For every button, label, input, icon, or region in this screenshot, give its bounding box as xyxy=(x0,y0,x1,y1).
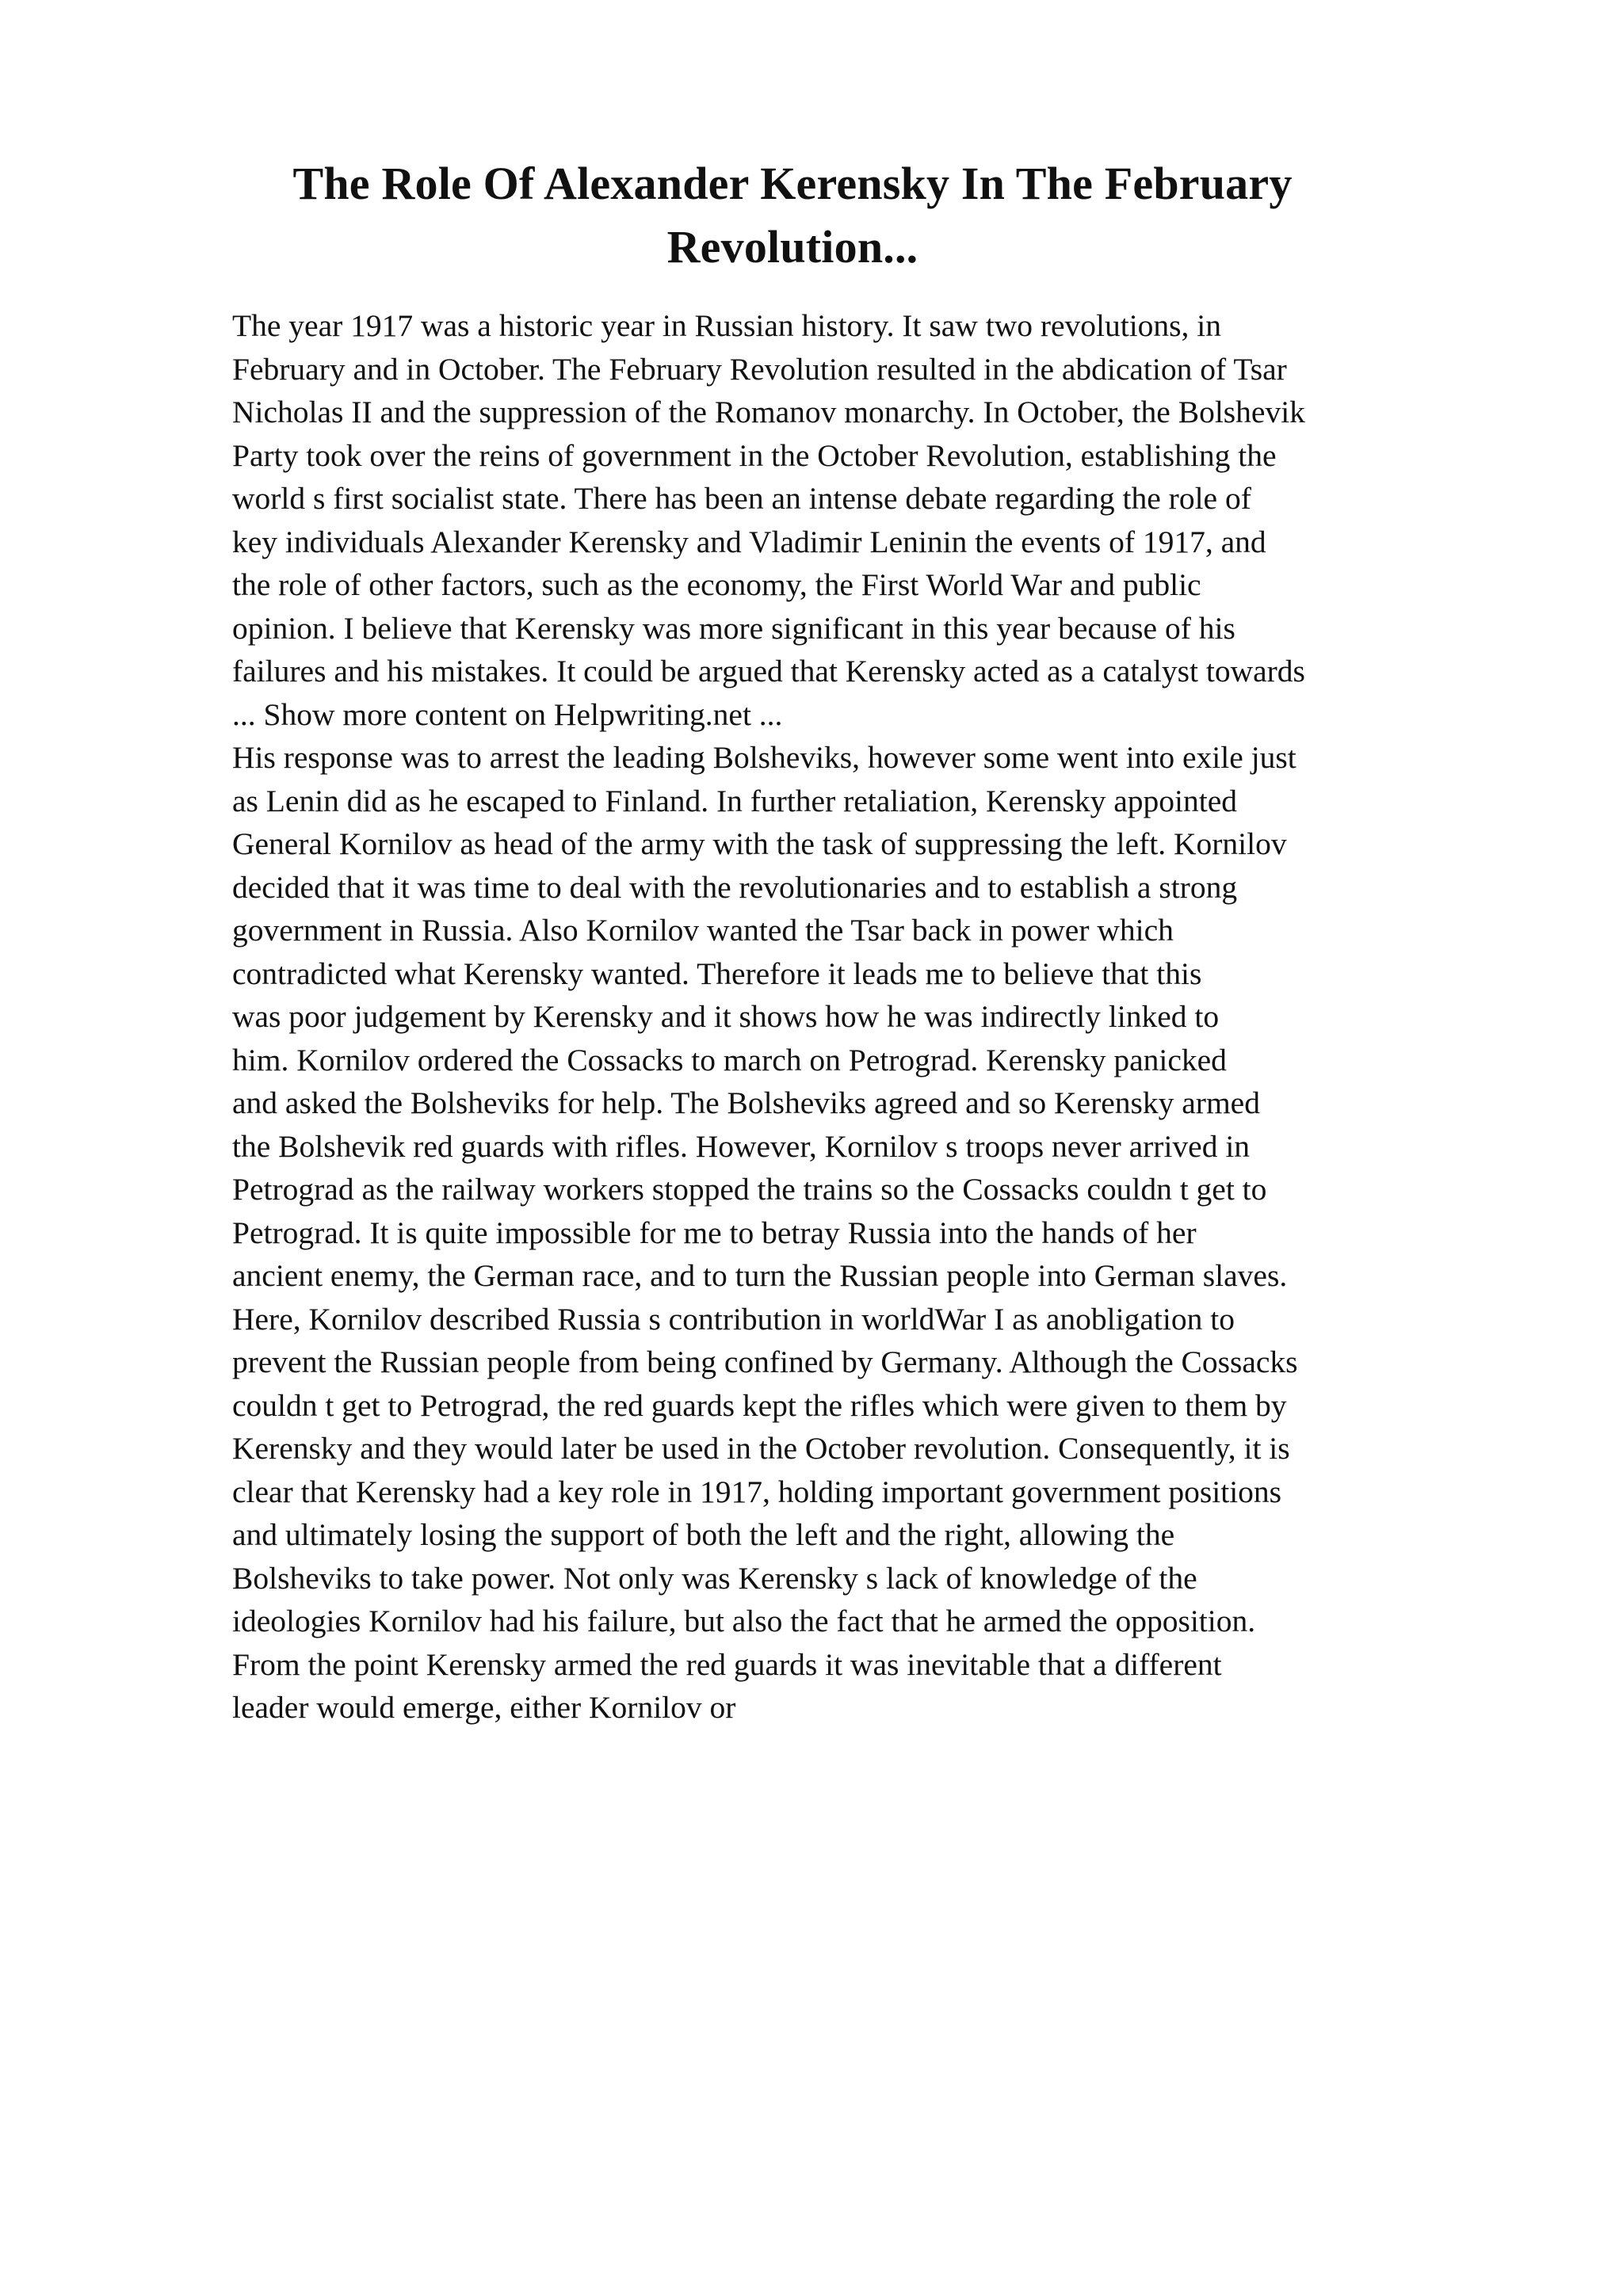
body-line: Petrograd. It is quite impossible for me to betray Russia into the hands of her xyxy=(232,1215,1197,1250)
body-line: Nicholas II and the suppression of the Romanov monarchy. In October, the Bolshevik xyxy=(232,395,1305,429)
body-line: The year 1917 was a historic year in Russian history. It saw two revolutions, in xyxy=(232,308,1222,343)
show-more-line: ... Show more content on Helpwriting.net ... xyxy=(232,696,783,732)
body-line: and ultimately losing the support of both the left and the right, allowing the xyxy=(232,1517,1175,1552)
body-line: February and in October. The February Revolution resulted in the abdication of Tsar xyxy=(232,351,1287,387)
body-line: clear that Kerensky had a key role in 1917, holding important government positions xyxy=(232,1474,1282,1509)
body-line: Party took over the reins of government in the October Revolution, establishing the xyxy=(232,437,1277,473)
body-line: Here, Kornilov described Russia s contribution in worldWar I as anobligation to xyxy=(232,1301,1235,1337)
body-line: Bolsheviks to take power. Not only was Kerensky s lack of knowledge of the xyxy=(232,1560,1197,1596)
title-line: The Role Of Alexander Kerensky In The February xyxy=(292,158,1293,209)
body-line: ideologies Kornilov had his failure, but also the fact that he armed the opposition. xyxy=(232,1604,1256,1638)
body-line: world s first socialist state. There has been an intense debate regarding the role of xyxy=(232,481,1251,516)
body-line: ancient enemy, the German race, and to turn the Russian people into German slaves. xyxy=(232,1258,1288,1293)
title-line: Revolution... xyxy=(666,221,918,273)
body-line: the Bolshevik red guards with rifles. However, Kornilov s troops never arrived in xyxy=(232,1128,1251,1164)
body-line: leader would emerge, either Kornilov or xyxy=(232,1690,736,1725)
body-line: opinion. I believe that Kerensky was more significant in this year because of his xyxy=(232,610,1235,646)
body-line: was poor judgement by Kerensky and it shows how he was indirectly linked to xyxy=(232,999,1220,1034)
document-body xyxy=(232,304,1500,1730)
body-line: and asked the Bolsheviks for help. The Bolsheviks agreed and so Kerensky armed xyxy=(232,1085,1260,1120)
body-line: contradicted what Kerensky wanted. Therefore it leads me to believe that this xyxy=(232,955,1202,991)
body-line: His response was to arrest the leading Bolsheviks, however some went into exile just xyxy=(232,740,1296,775)
body-line: couldn t get to Petrograd, the red guards kept the rifles which were given to them by xyxy=(232,1387,1287,1423)
document-title xyxy=(238,152,1347,279)
body-line: key individuals Alexander Kerensky and Vladimir Leninin the events of 1917, and xyxy=(232,524,1266,559)
body-line: prevent the Russian people from being confined by Germany. Although the Cossacks xyxy=(232,1344,1298,1379)
body-line: From the point Kerensky armed the red guards it was inevitable that a different xyxy=(232,1646,1222,1682)
body-line: Kerensky and they would later be used in the October revolution. Consequently, it is xyxy=(232,1431,1290,1466)
body-line: the role of other factors, such as the economy, the First World War and public xyxy=(232,567,1201,602)
body-line: Petrograd as the railway workers stopped the trains so the Cossacks couldn t get to xyxy=(232,1172,1267,1207)
body-line: as Lenin did as he escaped to Finland. In further retaliation, Kerensky appointed xyxy=(232,783,1237,818)
body-line: government in Russia. Also Kornilov wanted the Tsar back in power which xyxy=(232,913,1174,948)
body-line: decided that it was time to deal with the revolutionaries and to establish a strong xyxy=(232,869,1238,905)
body-line: him. Kornilov ordered the Cossacks to march on Petrograd. Kerensky panicked xyxy=(232,1042,1227,1077)
body-line: General Kornilov as head of the army with the task of suppressing the left. Kornilov xyxy=(232,826,1287,861)
body-line: failures and his mistakes. It could be argued that Kerensky acted as a catalyst towards xyxy=(232,654,1305,688)
